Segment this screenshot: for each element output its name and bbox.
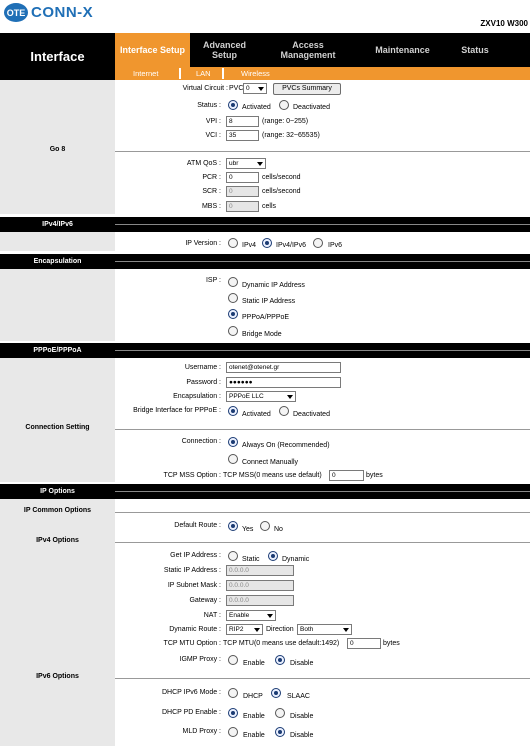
get-ip-label: Get IP Address : <box>170 552 221 559</box>
subtab-internet[interactable]: Internet <box>133 69 159 78</box>
encapsulation-section-title: Encapsulation <box>33 258 82 265</box>
section-divider <box>115 542 530 543</box>
subtab-lan[interactable]: LAN <box>196 69 211 78</box>
section-divider <box>115 151 530 152</box>
mld-disable-radio[interactable] <box>275 727 285 737</box>
subtab-wireless[interactable]: Wireless <box>241 69 270 78</box>
ipv4v6-section-header <box>0 217 530 232</box>
dhcp-pd-enable-label: Enable <box>243 713 265 720</box>
isp-label: ISP : <box>205 277 221 284</box>
isp-static-radio[interactable] <box>228 293 238 303</box>
pcr-input[interactable]: 0 <box>226 172 259 183</box>
default-route-yes-radio[interactable] <box>228 521 238 531</box>
default-route-yes-label: Yes <box>242 526 254 533</box>
static-ip-label: Static IP Address : <box>163 567 221 574</box>
ip-version-label: IP Version : <box>185 240 221 247</box>
logo-badge: OTE <box>4 3 28 22</box>
left-column <box>0 229 115 251</box>
isp-bridge-radio[interactable] <box>228 326 238 336</box>
left-column <box>0 497 115 746</box>
mld-proxy-label: MLD Proxy : <box>182 728 221 735</box>
dhcp-pd-disable-radio[interactable] <box>275 708 285 718</box>
default-route-no-radio[interactable] <box>260 521 270 531</box>
isp-dynamic-radio[interactable] <box>228 277 238 287</box>
ip-version-ipv6-radio[interactable] <box>313 238 323 248</box>
dhcp-ipv6-dhcp-label: DHCP <box>243 693 263 700</box>
ip-options-section-header <box>0 484 530 499</box>
dhcp-ipv6-dhcp-radio[interactable] <box>228 688 238 698</box>
igmp-proxy-label: IGMP Proxy : <box>179 656 221 663</box>
section-divider <box>115 512 530 513</box>
pppoe-section-title: PPPoE/PPPoA <box>33 347 82 354</box>
bridge-activated-radio[interactable] <box>228 406 238 416</box>
vci-label: VCI : <box>205 132 221 139</box>
mld-enable-label: Enable <box>243 732 265 739</box>
pcr-label: PCR : <box>202 174 221 181</box>
scr-label: SCR : <box>202 188 221 195</box>
tcp-mtu-label: TCP MTU Option : <box>163 640 221 647</box>
model-name: ZXV10 W300 <box>480 19 528 28</box>
bridge-deactivated-radio[interactable] <box>279 406 289 416</box>
pppoe-section-header <box>0 343 530 358</box>
password-input[interactable]: ●●●●●● <box>226 377 341 388</box>
vci-input[interactable]: 35 <box>226 130 259 141</box>
status-deactivated-radio[interactable] <box>279 100 289 110</box>
isp-pppoa-label: PPPoA/PPPoE <box>242 314 290 321</box>
subnav-divider <box>179 68 181 79</box>
pcr-unit: cells/second <box>262 174 301 181</box>
atm-qos-select[interactable]: ubr <box>226 158 266 169</box>
tcp-mtu-unit: bytes <box>383 640 400 647</box>
connection-always-on-radio[interactable] <box>228 437 238 447</box>
encapsulation-select[interactable]: PPPoE LLC <box>226 391 296 402</box>
tcp-mss-unit: bytes <box>366 472 383 479</box>
status-label: Status : <box>197 102 221 109</box>
connection-always-on-label: Always On (Recommended) <box>242 442 330 449</box>
sub-navigation <box>115 67 530 80</box>
nat-select[interactable]: Enable <box>226 610 276 621</box>
default-route-no-label: No <box>274 526 283 533</box>
qos-section-label: Go 8 <box>49 146 66 153</box>
tcp-mtu-input[interactable]: 0 <box>347 638 381 649</box>
igmp-disable-label: Disable <box>290 660 314 667</box>
tab-advanced-setup[interactable]: Advanced Setup <box>202 40 246 60</box>
dhcp-ipv6-mode-label: DHCP IPv6 Mode : <box>161 689 221 696</box>
section-rule <box>115 261 530 262</box>
tcp-mss-text: TCP MSS(0 means use default) <box>223 472 322 479</box>
password-label: Password : <box>186 379 221 386</box>
bridge-deactivated-label: Deactivated <box>293 411 330 418</box>
logo-bar <box>0 0 530 32</box>
get-ip-static-radio[interactable] <box>228 551 238 561</box>
connection-manual-label: Connect Manually <box>242 459 299 466</box>
connection-manual-radio[interactable] <box>228 454 238 464</box>
dynamic-route-label: Dynamic Route : <box>169 626 221 633</box>
get-ip-dynamic-radio[interactable] <box>268 551 278 561</box>
isp-bridge-label: Bridge Mode <box>242 331 282 338</box>
isp-static-label: Static IP Address <box>242 298 296 305</box>
nav-side-title: Interface <box>30 49 85 64</box>
dhcp-ipv6-slaac-label: SLAAC <box>287 693 310 700</box>
subnet-mask-label: IP Subnet Mask : <box>167 582 221 589</box>
igmp-enable-radio[interactable] <box>228 655 238 665</box>
ip-options-section-title: IP Options <box>40 488 75 495</box>
connection-setting-label: Connection Setting <box>25 424 90 431</box>
ip-version-ipv4-radio[interactable] <box>228 238 238 248</box>
section-rule <box>115 224 530 225</box>
dhcp-pd-disable-label: Disable <box>290 713 314 720</box>
gateway-label: Gateway : <box>189 597 221 604</box>
tab-interface-setup[interactable]: Interface Setup <box>115 33 190 67</box>
bridge-activated-label: Activated <box>242 411 271 418</box>
igmp-disable-radio[interactable] <box>275 655 285 665</box>
ip-version-ipv4v6-radio[interactable] <box>262 238 272 248</box>
bridge-interface-label: Bridge Interface for PPPoE : <box>133 407 221 414</box>
section-rule <box>115 350 530 351</box>
subnet-mask-input[interactable]: 0.0.0.0 <box>226 580 294 591</box>
mbs-unit: cells <box>262 203 277 210</box>
get-ip-static-label: Static <box>242 556 260 563</box>
vci-range: (range: 32~65535) <box>262 132 320 139</box>
tab-access-management[interactable]: Access Management <box>280 40 336 60</box>
vpi-label: VPI : <box>205 118 221 125</box>
section-rule <box>115 491 530 492</box>
get-ip-dynamic-label: Dynamic <box>282 556 310 563</box>
atm-qos-label: ATM QoS : <box>186 160 221 167</box>
vc-label: Virtual Circuit : <box>182 85 228 92</box>
ipv4-options-label: IPv4 Options <box>36 537 79 544</box>
main-content <box>0 80 530 746</box>
isp-pppoa-radio[interactable] <box>228 309 238 319</box>
ip-version-ipv6-label: IPv6 <box>328 242 343 249</box>
static-ip-input[interactable]: 0.0.0.0 <box>226 565 294 576</box>
gateway-input[interactable]: 0.0.0.0 <box>226 595 294 606</box>
scr-input[interactable]: 0 <box>226 186 259 197</box>
ip-version-ipv4-label: IPv4 <box>242 242 257 249</box>
ip-common-options-label: IP Common Options <box>23 507 92 514</box>
encapsulation-section-header <box>0 254 530 269</box>
tcp-mss-input[interactable]: 0 <box>329 470 364 481</box>
isp-dynamic-label: Dynamic IP Address <box>242 282 305 289</box>
mld-enable-radio[interactable] <box>228 727 238 737</box>
nat-label: NAT : <box>203 612 221 619</box>
ipv6-options-label: IPv6 Options <box>36 673 79 680</box>
status-activated-radio[interactable] <box>228 100 238 110</box>
dhcp-pd-enable-radio[interactable] <box>228 708 238 718</box>
username-input[interactable]: otenet@otenet.gr <box>226 362 341 373</box>
mld-disable-label: Disable <box>290 732 314 739</box>
default-route-label: Default Route : <box>174 522 221 529</box>
vpi-input[interactable]: 8 <box>226 116 259 127</box>
top-navigation <box>0 33 530 80</box>
logo-text: CONN-X <box>31 4 94 21</box>
vc-prefix: PVC <box>229 85 244 92</box>
status-activated-label: Activated <box>242 104 271 111</box>
tcp-mtu-text: TCP MTU(0 means use default:1492) <box>223 640 340 647</box>
igmp-enable-label: Enable <box>243 660 265 667</box>
direction-select[interactable]: Both <box>297 624 352 635</box>
username-label: Username : <box>184 364 221 371</box>
vpi-range: (range: 0~255) <box>262 118 309 125</box>
connection-label: Connection : <box>181 438 221 445</box>
subnav-divider <box>222 68 224 79</box>
dynamic-route-select[interactable]: RIP2 <box>226 624 263 635</box>
mbs-input[interactable]: 0 <box>226 201 259 212</box>
vc-select[interactable]: 0 <box>243 83 267 94</box>
left-column <box>0 356 115 482</box>
encapsulation-label: Encapsulation : <box>173 393 221 400</box>
mbs-label: MBS : <box>201 203 221 210</box>
brand-logo <box>4 2 136 23</box>
ipv4v6-section-title: IPv4/IPv6 <box>42 221 73 228</box>
tab-maintenance[interactable]: Maintenance <box>375 45 430 55</box>
tcp-mss-label: TCP MSS Option : <box>163 472 221 479</box>
status-deactivated-label: Deactivated <box>293 104 330 111</box>
dhcp-pd-label: DHCP PD Enable : <box>161 709 221 716</box>
ip-version-ipv4v6-label: IPv4/IPv6 <box>276 242 306 249</box>
direction-label: Direction <box>266 626 294 633</box>
scr-unit: cells/second <box>262 188 301 195</box>
left-column <box>0 266 115 341</box>
dhcp-ipv6-slaac-radio[interactable] <box>271 688 281 698</box>
section-divider <box>115 429 530 430</box>
pvcs-summary-button[interactable]: PVCs Summary <box>273 83 341 95</box>
tab-status[interactable]: Status <box>461 45 489 55</box>
section-divider <box>115 678 530 679</box>
